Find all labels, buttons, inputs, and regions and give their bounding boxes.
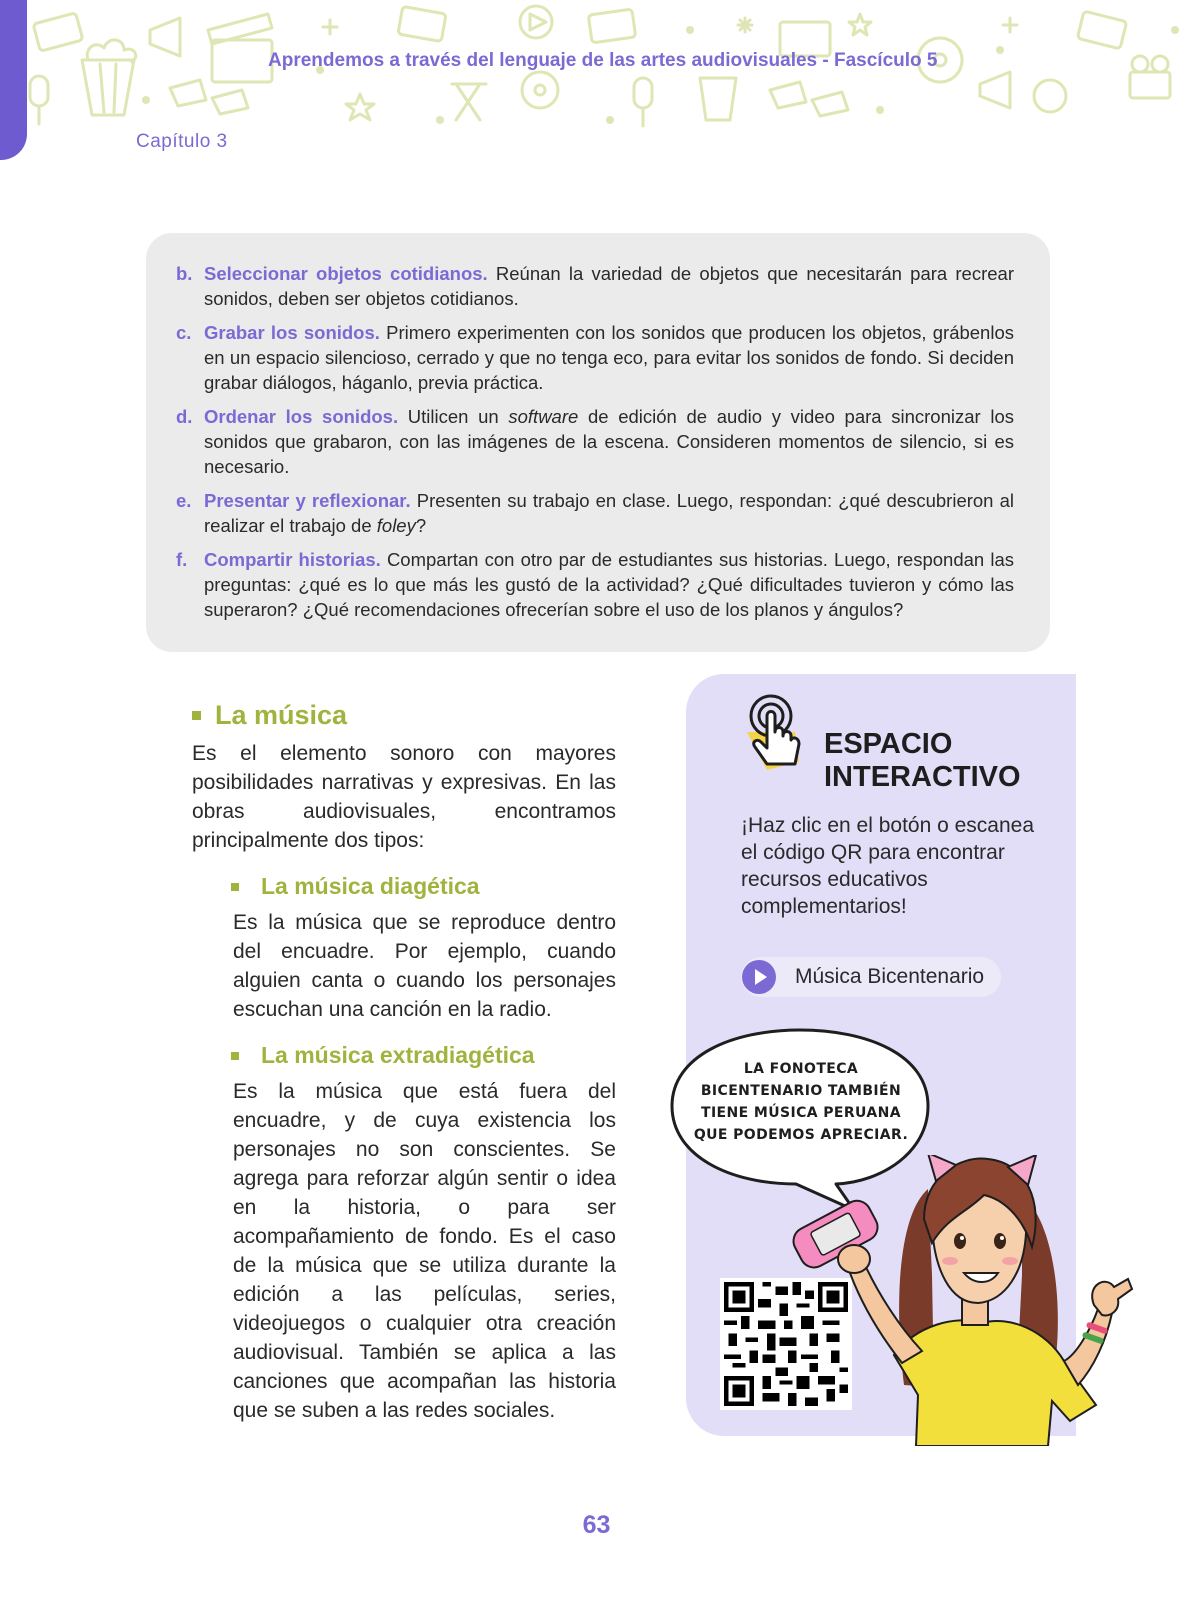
square-bullet-icon	[231, 1052, 239, 1060]
step-title: Seleccionar objetos cotidianos.	[204, 263, 488, 284]
step-text: Primero experimenten con los sonidos que producen los objetos, grábenlos en un espacio silencioso, cerrado y que no tenga eco, para evitar los sonidos de fondo. Si deciden grabar diálogos, háganlo, previa práctica.	[204, 322, 1014, 393]
music-section	[192, 700, 616, 1425]
extradiegetic-heading	[233, 1042, 616, 1069]
step-italic-term: foley	[376, 515, 416, 536]
activity-step-e	[176, 488, 1014, 538]
step-title: Ordenar los sonidos.	[204, 406, 399, 427]
step-text: Utilicen un	[398, 406, 509, 427]
step-body	[204, 404, 1014, 479]
link-label: Música Bicentenario	[795, 965, 985, 988]
music-heading	[192, 700, 616, 731]
activity-steps-box	[146, 233, 1050, 652]
fascicle-title: Aprendemos a través del lenguaje de las artes audiovisuales - Fascículo 5	[268, 50, 938, 71]
step-body	[204, 547, 1014, 622]
activity-step-b	[176, 261, 1014, 311]
step-letter: b.	[176, 263, 193, 284]
step-body	[204, 261, 1014, 311]
extradiegetic-text: Es la música que está fuera del encuadre, y de cuya existencia los personajes no son conscientes. Se agrega para reforzar algún sentir o idea en la historia, o para ser acompañamiento de fondo. Es el caso de la música que se utiliza durante la edición a las películas, series, videojuegos o cualquier otra creación audiovisual. También se aplica a las canciones que acompañan las historia que se suben a las redes sociales.	[233, 1080, 616, 1422]
step-title: Grabar los sonidos.	[204, 322, 380, 343]
interactive-space-title	[824, 728, 1021, 794]
step-italic-term: software	[508, 406, 579, 427]
play-circle-icon	[741, 959, 777, 995]
activity-step-f	[176, 547, 1014, 622]
square-bullet-icon	[231, 883, 239, 891]
speech-bubble-text: LA FONOTECA BICENTENARIO TAMBIÉN TIENE MÚSICA PERUANA QUE PODEMOS APRECIAR.	[693, 1061, 909, 1143]
step-title: Presentar y reflexionar.	[204, 490, 411, 511]
musica-bicentenario-link-button[interactable]	[741, 957, 1001, 997]
page-number: 63	[582, 1511, 611, 1539]
step-title: Compartir historias.	[204, 549, 381, 570]
activity-step-d	[176, 404, 1014, 479]
diegetic-music-subsection	[233, 873, 616, 1024]
step-text: Presenten su trabajo en clase. Luego, respondan: ¿qué descubrieron al realizar el trabajo de	[204, 490, 1015, 536]
step-body	[204, 488, 1014, 538]
step-letter: f.	[176, 549, 188, 570]
chapter-label: Capítulo 3	[136, 131, 228, 152]
extradiegetic-heading-text: La música extradiagética	[261, 1042, 535, 1068]
interactive-title-line1: ESPACIO	[824, 728, 953, 760]
girl-with-phone-illustration	[666, 1155, 1136, 1446]
diegetic-heading-text: La música diagética	[261, 873, 480, 899]
diegetic-text: Es la música que se reproduce dentro del encuadre. Por ejemplo, cuando alguien canta o cuando los personajes escuchan una canción en la radio.	[233, 911, 616, 1021]
extradiegetic-music-subsection	[233, 1042, 616, 1425]
step-text: Reúnan la variedad de objetos que necesitarán para recrear sonidos, deben ser objetos cotidianos.	[204, 263, 1014, 309]
step-letter: d.	[176, 406, 193, 427]
interactive-instructions: ¡Haz clic en el botón o escanea el código QR para encontrar recursos educativos complementarios!	[741, 814, 1035, 918]
music-heading-text: La música	[215, 700, 348, 730]
square-bullet-icon	[192, 711, 201, 720]
step-letter: e.	[176, 490, 192, 511]
step-text: de edición de audio y video para sincronizar los sonidos que grabaron, con las imágenes de la escena. Consideren momentos de silencio, si es necesario.	[204, 406, 1015, 477]
activity-step-c	[176, 320, 1014, 395]
step-body	[204, 320, 1014, 395]
music-intro: Es el elemento sonoro con mayores posibilidades narrativas y expresivas. En las obras audiovisuales, encontramos principalmente dos tipos:	[192, 742, 616, 852]
step-text: Compartan con otro par de estudiantes sus historias. Luego, respondan las preguntas: ¿qué es lo que más les gustó de la actividad? ¿Qué dificultades tuvieron y cómo las superaron? ¿Qué recomendaciones ofrecerían sobre el uso de los planos y ángulos?	[204, 549, 1014, 620]
step-letter: c.	[176, 322, 192, 343]
tap-hand-icon	[737, 692, 807, 772]
interactive-title-line2: INTERACTIVO	[824, 761, 1021, 793]
diegetic-heading	[233, 873, 616, 900]
step-text: ?	[415, 515, 427, 536]
